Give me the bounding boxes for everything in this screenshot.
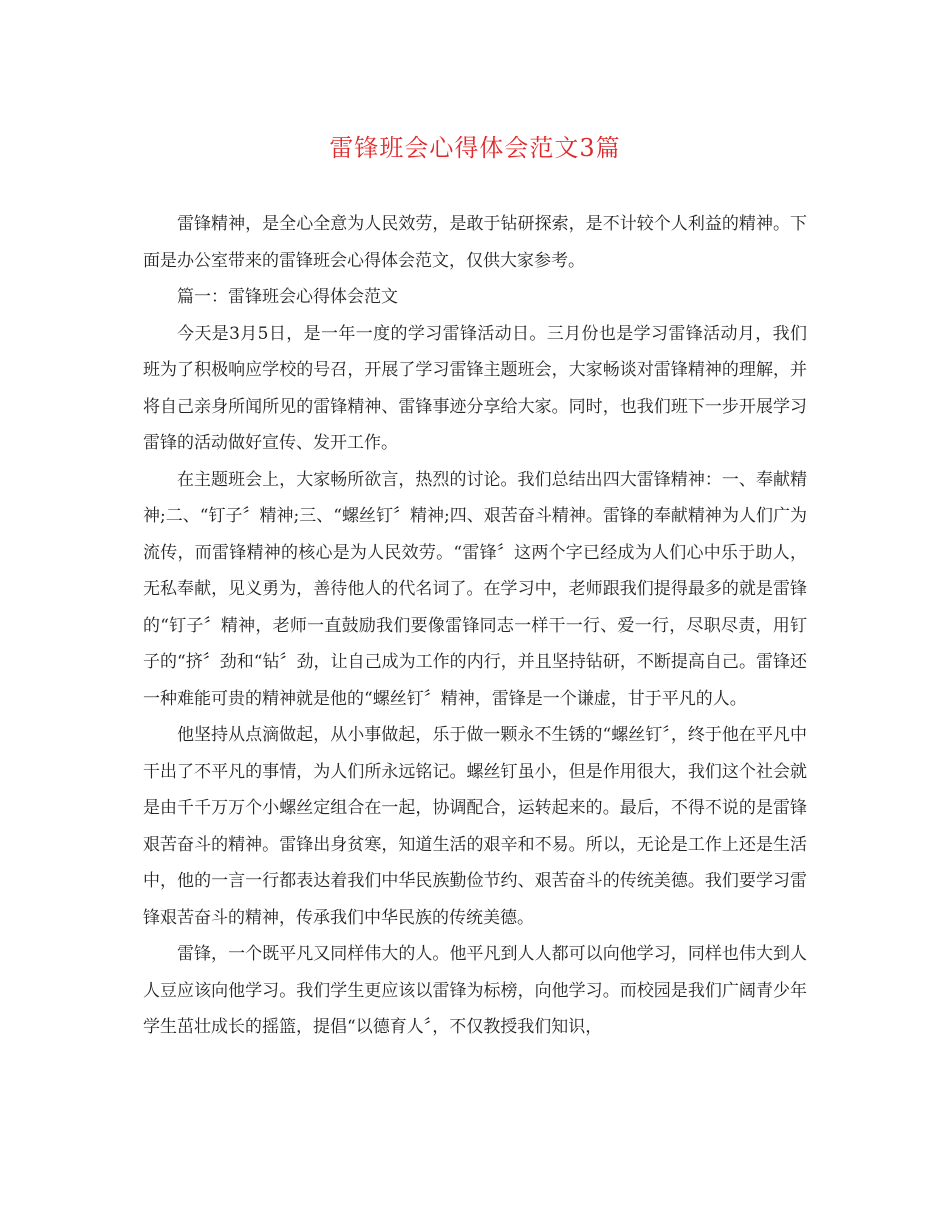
paragraph-ordinary-great: 雷锋，一个既平凡又同样伟大的人。他平凡到人人都可以向他学习，同样也伟大到人人豆应该向他学习。我们学生更应该以雷锋为标榜，向他学习。而校园是我们广阔青少年学生茁壮成长的摇篮，提倡“以德育人〞，不仅教授我们知识，: [143, 944, 807, 1037]
paragraph-intro: 雷锋精神，是全心全意为人民效劳，是敢于钻研探索，是不计较个人利益的精神。下面是办公室带来的雷锋班会心得体会范文，仅供大家参考。: [143, 214, 807, 271]
paragraph-four-spirits: 在主题班会上，大家畅所欲言，热烈的讨论。我们总结出四大雷锋精神：一、奉献精神;二、“钉子〞精神;三、“螺丝钉〞精神;四、艰苦奋斗精神。雷锋的奉献精神为人们广为流传，而雷锋精神的核心是为人民效劳。“雷锋〞这两个字已经成为人们心中乐于助人，无私奉献，见义勇为，善待他人的代名词了。在学习中，老师跟我们提得最多的就是雷锋的“钉子〞精神，老师一直鼓励我们要像雷锋同志一样干一行、爱一行，尽职尽责，用钉子的“挤〞劲和“钻〞劲，让自己成为工作的内行，并且坚持钻研，不断提高自己。雷锋还一种难能可贵的精神就是他的“螺丝钉〞精神，雷锋是一个谦虚，甘于平凡的人。: [143, 469, 807, 709]
document-body: [143, 206, 807, 1046]
paragraph-section-heading: 篇一：雷锋班会心得体会范文: [177, 287, 398, 307]
paragraph-screw-spirit: 他坚持从点滴做起，从小事做起，乐于做一颗永不生锈的“螺丝钉〞，终于他在平凡中干出了不平凡的事情，为人们所永远铭记。螺丝钉虽小，但是作用很大，我们这个社会就是由千千万万个小螺丝定组合在一起，协调配合，运转起来的。最后，不得不说的是雷锋艰苦奋斗的精神。雷锋出身贫寒，知道生活的艰辛和不易。所以，无论是工作上还是生活中，他的一言一行都表达着我们中华民族勤俭节约、艰苦奋斗的传统美德。我们要学习雷锋艰苦奋斗的精神，传承我们中华民族的传统美德。: [143, 725, 807, 928]
paragraph-march-5: 今天是3月5日，是一年一度的学习雷锋活动日。三月份也是学习雷锋活动月，我们班为了积极响应学校的号召，开展了学习雷锋主题班会，大家畅谈对雷锋精神的理解，并将自己亲身所闻所见的雷锋精神、雷锋事迹分享给大家。同时，也我们班下一步开展学习雷锋的活动做好宣传、发开工作。: [143, 323, 807, 453]
document-title: 雷锋班会心得体会范文3篇: [329, 134, 621, 162]
